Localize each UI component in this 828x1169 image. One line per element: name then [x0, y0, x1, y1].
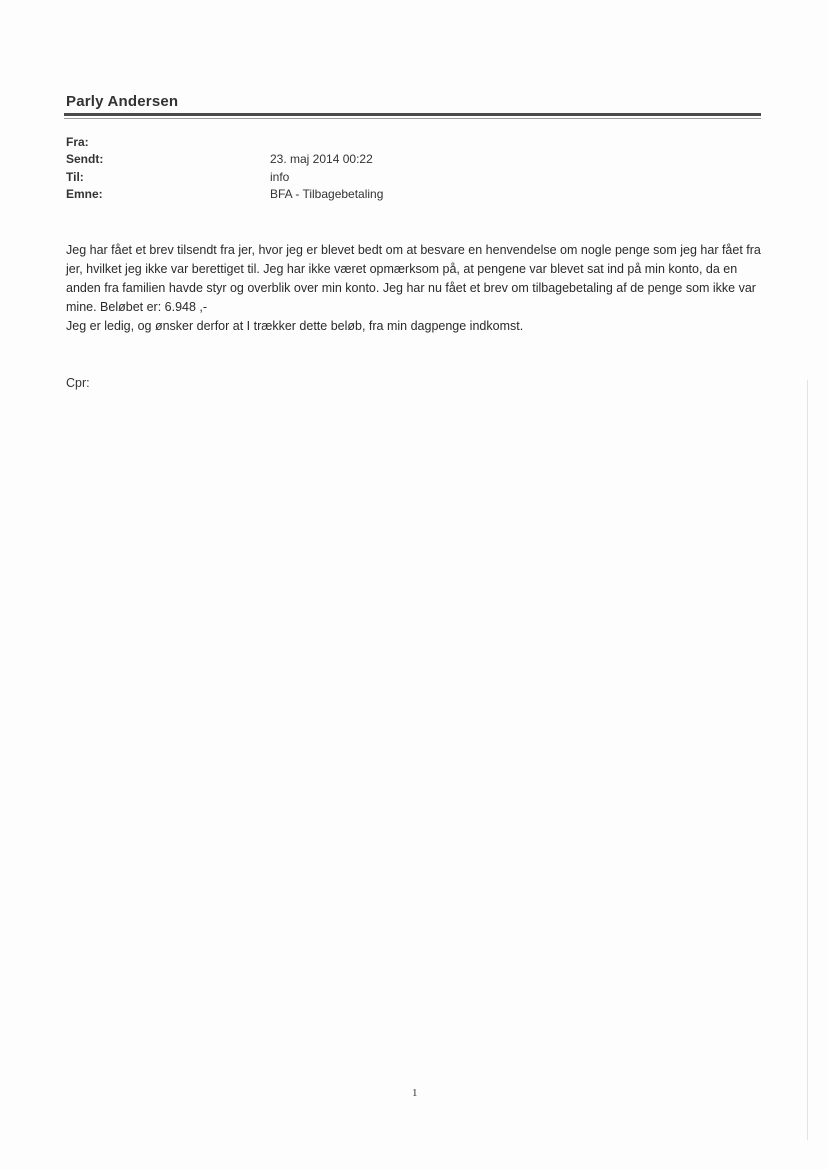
sent-label: Sendt:: [66, 152, 104, 167]
header-rule-thin: [64, 118, 761, 119]
email-meta: [66, 133, 666, 203]
to-label: Til:: [66, 169, 84, 184]
header-rule: [64, 113, 761, 116]
from-label: Fra:: [66, 134, 89, 149]
cpr-label: Cpr:: [66, 376, 90, 390]
subject-value: BFA - Tilbagebetaling: [270, 187, 384, 202]
subject-label: Emne:: [66, 187, 103, 202]
email-body: [66, 241, 766, 336]
body-paragraph-2: Jeg er ledig, og ønsker derfor at I trækker dette beløb, fra min dagpenge indkomst.: [66, 319, 524, 333]
meta-row-subject: [66, 186, 666, 204]
meta-row-sent: [66, 151, 666, 169]
body-paragraph-1: Jeg har fået et brev tilsendt fra jer, hvor jeg er blevet bedt om at besvare en henvendelse om nogle penge som jeg har fået fra jer, hvilket jeg ikke var berettiget til. Jeg har ikke været opmærksom på, at pengene var blevet sat ind på min konto, da en anden fra familien havde styr og overblik over min konto. Jeg har nu fået et brev om tilbagebetaling af de penge som ikke var mine. Beløbet er: 6.948 ,-: [66, 243, 761, 314]
meta-row-from: [66, 133, 666, 151]
sender-name: Parly Andersen: [66, 93, 179, 110]
meta-row-to: [66, 168, 666, 186]
to-value: info: [270, 169, 290, 184]
scan-edge-line: [807, 380, 808, 1140]
sent-value: 23. maj 2014 00:22: [270, 152, 373, 167]
page-number: 1: [412, 1087, 418, 1099]
